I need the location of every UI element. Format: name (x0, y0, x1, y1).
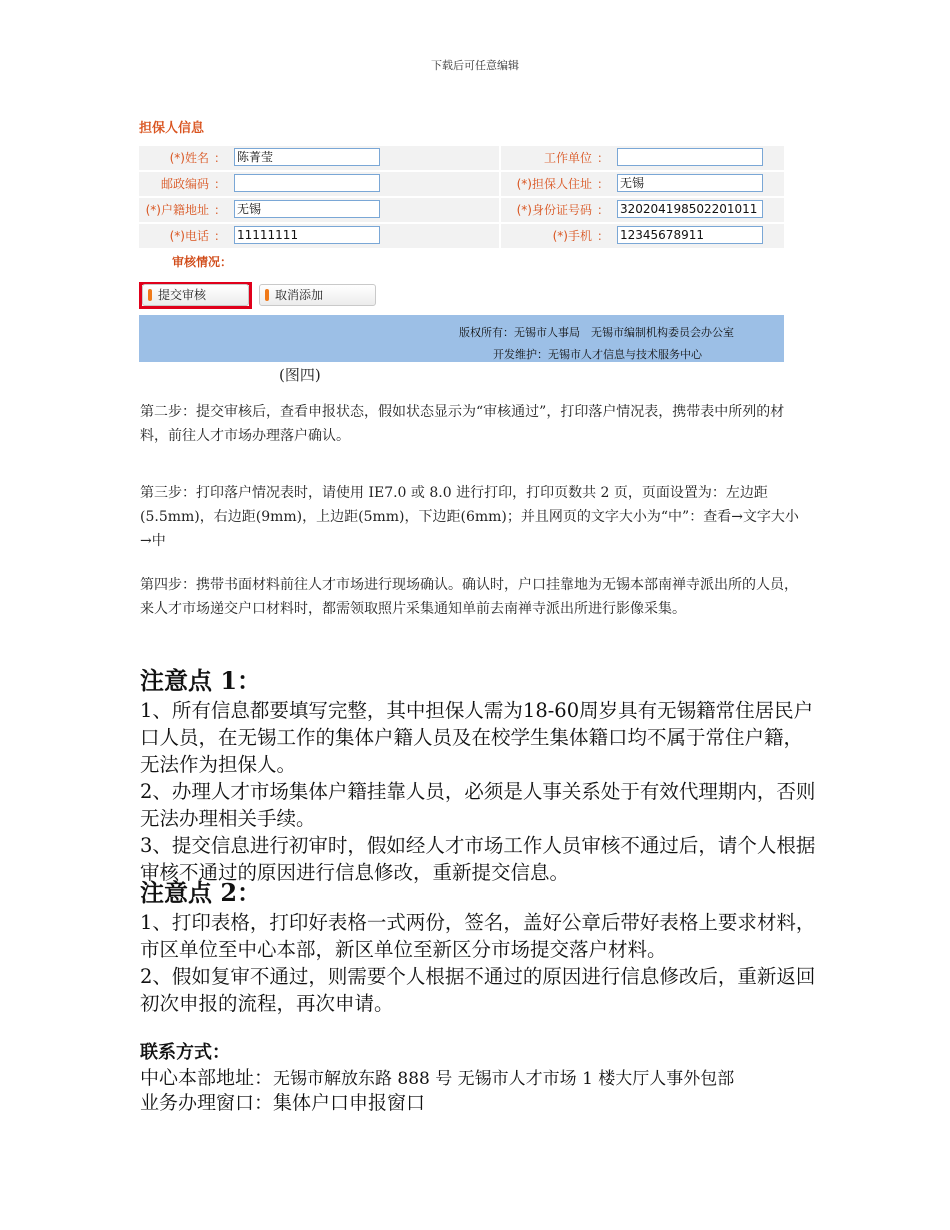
footer-band (139, 315, 784, 362)
footer-copyright: 版权所有：无锡市人事局 无锡市编制机构委员会办公室 (459, 326, 734, 339)
cancel-add-button[interactable] (259, 284, 376, 306)
note-1-item: 3、提交信息进行初审时，假如经人才市场工作人员审核不通过后，请个人根据审核不通过的原因进行信息修改，重新提交信息。 (140, 834, 816, 884)
section-title: 担保人信息 (139, 121, 205, 136)
contact-heading: 联系方式： (140, 1042, 230, 1063)
postcode-field[interactable] (234, 174, 380, 192)
note-1-item: 1、所有信息都要填写完整，其中担保人需为18-60周岁具有无锡籍常住居民户口人员，在无锡工作的集体户籍人员及在校学生集体籍口均不属于常住户籍，无法作为担保人。 (140, 699, 814, 776)
postcode-label: 邮政编码 (160, 177, 209, 191)
mobile-field[interactable]: 12345678911 (617, 226, 763, 244)
button-marker-icon (148, 289, 152, 301)
name-label: (*)姓名 (169, 151, 209, 165)
figure-caption: (图四) (279, 366, 321, 384)
note-2-item: 2、假如复审不通过，则需要个人根据不通过的原因进行信息修改后，重新返回初次申报的流程，再次申请。 (140, 965, 816, 1015)
address-line (140, 1063, 734, 1090)
note-2-list (140, 909, 820, 1017)
colon: ： (214, 229, 227, 243)
address-label: 中心本部地址： (140, 1067, 274, 1089)
name-field[interactable]: 陈菁莹 (234, 148, 380, 166)
form-row (139, 145, 784, 171)
colon: ： (597, 229, 610, 243)
work-unit-label: 工作单位 (543, 151, 592, 165)
household-address-field[interactable]: 无锡 (234, 200, 380, 218)
button-marker-icon (265, 289, 269, 301)
colon: ： (214, 203, 227, 217)
note-1-item: 2、办理人才市场集体户籍挂靠人员，必须是人事关系处于有效代理期内，否则无法办理相关手续。 (140, 780, 816, 830)
colon: ： (597, 203, 610, 217)
address-value: 无锡市解放东路 888 号 无锡市人才市场 1 楼大厅人事外包部 (273, 1069, 735, 1089)
phone-label: (*)电话 (169, 229, 209, 243)
review-status-label: 审核情况： (171, 255, 232, 269)
guarantor-form-table (139, 145, 784, 275)
mobile-label: (*)手机 (552, 229, 592, 243)
guarantor-form-screenshot (139, 112, 784, 362)
header-note: 下载后可任意编辑 (431, 59, 519, 72)
phone-field[interactable]: 11111111 (234, 226, 380, 244)
colon: ： (214, 151, 227, 165)
form-row (139, 223, 784, 249)
cancel-add-label: 取消添加 (275, 288, 324, 302)
id-number-label: (*)身份证号码 (516, 203, 592, 217)
note-1-list (140, 697, 820, 886)
form-row (139, 197, 784, 223)
note-1-heading: 注意点 1： (140, 666, 262, 695)
step-3-text: 第三步：打印落户情况表时，请使用 IE7.0 或 8.0 进行打印，打印页数共 2 页，页面设置为：左边距(5.5mm)，右边距(9mm)，上边距(5mm)，下边距(6mm)；并且网页的文字大小为“中”：查看→文字大小→中 (140, 485, 799, 549)
step-4-text: 第四步：携带书面材料前往人才市场进行现场确认。确认时，户口挂靠地为无锡本部南禅寺派出所的人员，来人才市场递交户口材料时，都需领取照片采集通知单前去南禅寺派出所进行影像采集。 (140, 577, 798, 617)
guarantor-address-field[interactable]: 无锡 (617, 174, 763, 192)
colon: ： (597, 177, 610, 191)
window-value: 集体户口申报窗口 (273, 1092, 426, 1114)
colon: ： (214, 177, 227, 191)
colon: ： (597, 151, 610, 165)
form-row (139, 171, 784, 197)
id-number-field[interactable]: 320204198502201011 (617, 200, 763, 218)
work-unit-field[interactable] (617, 148, 763, 166)
guarantor-address-label: (*)担保人住址 (516, 177, 592, 191)
submit-review-label: 提交审核 (158, 288, 207, 302)
submit-review-button[interactable] (142, 284, 249, 306)
step-2-text: 第二步：提交审核后，查看申报状态，假如状态显示为“审核通过”，打印落户情况表，携带表中所列的材料，前往人才市场办理落户确认。 (140, 404, 785, 444)
window-line (140, 1088, 425, 1115)
window-label: 业务办理窗口： (140, 1092, 274, 1114)
note-2-heading: 注意点 2： (140, 878, 262, 907)
note-2-item: 1、打印表格，打印好表格一式两份，签名，盖好公章后带好表格上要求材料，市区单位至中心本部，新区单位至新区分市场提交落户材料。 (140, 911, 816, 961)
footer-maintainer: 开发维护：无锡市人才信息与技术服务中心 (493, 348, 702, 361)
review-row (139, 249, 784, 275)
household-address-label: (*)户籍地址 (145, 203, 209, 217)
